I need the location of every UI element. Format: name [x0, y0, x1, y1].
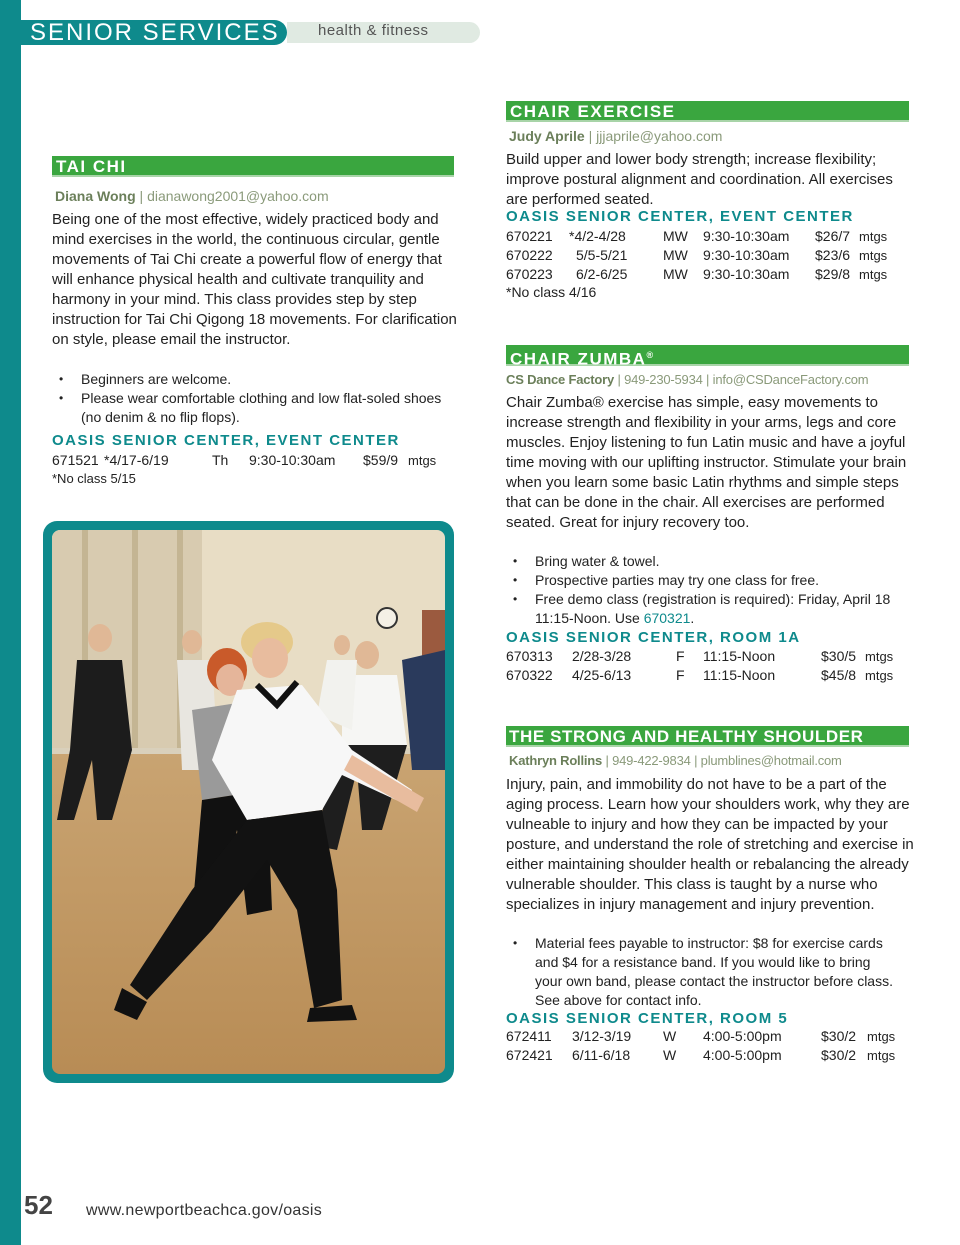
- section-subtitle: health & fitness: [318, 22, 429, 39]
- class-dates: 4/25-6/13: [572, 667, 632, 683]
- class-days: MW: [663, 266, 688, 282]
- schedule-row: [506, 1027, 906, 1046]
- schedule-row: [506, 246, 906, 265]
- demo-class-code[interactable]: 670321: [643, 610, 691, 626]
- chair-zumba-bullets: [506, 552, 916, 628]
- list-item: • Please wear comfortable clothing and low flat-soled shoes (no denim & no flip flops).: [52, 389, 457, 427]
- class-code: 671521: [52, 452, 99, 468]
- list-item: • Prospective parties may try one class for free.: [506, 571, 916, 590]
- chair-zumba-title-text: CHAIR ZUMBA: [510, 349, 647, 369]
- class-fee: $30/2: [821, 1028, 857, 1044]
- class-time: 9:30-10:30am: [249, 452, 336, 468]
- class-days: W: [663, 1047, 677, 1063]
- instructor-phone: 949-422-9834: [612, 753, 691, 768]
- class-dates: 6/11-6/18: [572, 1047, 631, 1063]
- tai-chi-instructor: [55, 188, 329, 204]
- chair-zumba-description: Chair Zumba® exercise has simple, easy movements to increase strength and flexibility in your arms, legs and core muscles. Enjoy listening to fun Latin music and have a joyful time moving with our uplifting instructor. Stimulate your brain when you learn some basic Latin rhythms and simple steps that can be done in the chair. All exercises are performed seated. Great for injury recovery too.: [506, 394, 907, 531]
- class-dates: 5/5-5/21: [576, 247, 628, 263]
- class-fee: $59/9: [363, 452, 399, 468]
- tai-chi-class-photo: [52, 530, 445, 1074]
- shoulder-bullets: [506, 934, 898, 1010]
- class-unit: mtgs: [859, 229, 888, 244]
- instructor-phone: 949-230-5934: [624, 372, 703, 387]
- tai-chi-note: *No class 5/15: [52, 471, 136, 486]
- class-unit: mtgs: [865, 649, 894, 664]
- separator: |: [135, 188, 148, 204]
- tai-chi-bullets: [52, 370, 457, 427]
- schedule-row: [506, 1046, 906, 1065]
- class-fee: $29/8: [815, 266, 851, 282]
- instructor-email[interactable]: jjjaprile@yahoo.com: [596, 128, 723, 144]
- class-dates: *4/2-4/28: [569, 228, 626, 244]
- chair-exercise-title: CHAIR EXERCISE: [510, 102, 676, 121]
- schedule-row: [506, 265, 906, 284]
- class-dates: 3/12-3/19: [572, 1028, 632, 1044]
- tai-chi-description: Being one of the most effective, widely practiced body and mind exercises in the world, the continuous circular, gentle movements of Tai Chi create a powerful flow of energy that will enhance physical health and cultivate tranquility and harmony in your mind. This class provides step by step instruction for Tai Chi Qigong 18 movements. For clarification on style, please email the instructor.: [52, 211, 457, 348]
- separator: |: [614, 372, 625, 387]
- chair-exercise-location: OASIS SENIOR CENTER, EVENT CENTER: [506, 208, 854, 225]
- side-accent-bar: [0, 0, 21, 1245]
- class-fee: $30/5: [821, 648, 857, 664]
- class-code: 670221: [506, 228, 553, 244]
- demo-end: .: [690, 610, 695, 626]
- class-code: 670322: [506, 667, 553, 683]
- class-time: 9:30-10:30am: [703, 228, 790, 244]
- class-days: Th: [212, 452, 229, 468]
- chair-zumba-instructor: [506, 372, 868, 387]
- footer-url[interactable]: www.newportbeachca.gov/oasis: [86, 1202, 323, 1219]
- class-fee: $26/7: [815, 228, 851, 244]
- class-days: W: [663, 1028, 677, 1044]
- class-code: 670313: [506, 648, 553, 664]
- class-days: MW: [663, 247, 688, 263]
- demo-text: Free demo class (registration is required): Friday, April 18 11:15-Noon. Use: [535, 591, 891, 626]
- class-time: 9:30-10:30am: [703, 247, 790, 263]
- shoulder-title: THE STRONG AND HEALTHY SHOULDER: [509, 727, 864, 746]
- chair-exercise-instructor: [509, 128, 722, 144]
- list-item: • Bring water & towel.: [506, 552, 916, 571]
- instructor-email[interactable]: info@CSDanceFactory.com: [712, 372, 869, 387]
- list-item: • Beginners are welcome.: [52, 370, 457, 389]
- registered-mark: ®: [646, 350, 655, 360]
- class-unit: mtgs: [867, 1029, 896, 1044]
- separator: |: [690, 753, 701, 768]
- class-dates: 6/2-6/25: [576, 266, 628, 282]
- class-days: MW: [663, 228, 688, 244]
- class-unit: mtgs: [867, 1048, 896, 1063]
- class-code: 670222: [506, 247, 553, 263]
- page-number: 52: [24, 1190, 53, 1220]
- shoulder-schedule: [506, 1027, 906, 1065]
- instructor-email[interactable]: plumblines@hotmail.com: [700, 753, 842, 768]
- schedule-row: [506, 666, 906, 685]
- instructor-name: Kathryn Rollins: [509, 753, 603, 768]
- section-title: SENIOR SERVICES: [30, 19, 280, 46]
- tai-chi-schedule: [52, 451, 452, 470]
- class-fee: $30/2: [821, 1047, 857, 1063]
- shoulder-instructor: [509, 753, 842, 768]
- separator: |: [584, 128, 597, 144]
- schedule-row: [506, 647, 906, 666]
- class-unit: mtgs: [859, 267, 888, 282]
- instructor-name: CS Dance Factory: [506, 372, 615, 387]
- chair-zumba-title: [510, 345, 655, 370]
- chair-zumba-location: OASIS SENIOR CENTER, ROOM 1A: [506, 629, 801, 646]
- class-fee: $45/8: [821, 667, 857, 683]
- class-dates: *4/17-6/19: [104, 452, 169, 468]
- class-unit: mtgs: [865, 668, 894, 683]
- class-days: F: [676, 648, 685, 664]
- chair-exercise-schedule: [506, 227, 906, 284]
- tai-chi-title: TAI CHI: [56, 157, 127, 176]
- instructor-email[interactable]: dianawong2001@yahoo.com: [147, 188, 329, 204]
- class-days: F: [676, 667, 685, 683]
- class-unit: mtgs: [859, 248, 888, 263]
- instructor-name: Diana Wong: [55, 188, 136, 204]
- instructor-name: Judy Aprile: [509, 128, 585, 144]
- chair-zumba-schedule: [506, 647, 906, 685]
- photo-illustration: [52, 530, 445, 1074]
- class-code: 670223: [506, 266, 553, 282]
- chair-exercise-description: Build upper and lower body strength; increase flexibility; improve postural alignment and coordination. All exercises are performed seated.: [506, 151, 893, 208]
- list-item: [506, 590, 916, 628]
- class-time: 11:15-Noon: [703, 648, 776, 664]
- separator: |: [602, 753, 613, 768]
- class-time: 9:30-10:30am: [703, 266, 790, 282]
- separator: |: [702, 372, 713, 387]
- class-code: 672411: [506, 1028, 552, 1044]
- class-fee: $23/6: [815, 247, 851, 263]
- tai-chi-location: OASIS SENIOR CENTER, EVENT CENTER: [52, 432, 400, 449]
- schedule-row: [52, 451, 452, 470]
- shoulder-description: Injury, pain, and immobility do not have to be a part of the aging process. Learn how your shoulders work, why they are vulneable to injury and how they can be impacted by your posture, and understand the role of stretching and exercise in either maintaining shoulder health or rebalancing the already vulnerable shoulder. This class is taught by a nurse who specializes in injury management and injury prevention.: [506, 776, 914, 913]
- list-item: • Material fees payable to instructor: $8 for exercise cards and $4 for a resistance band. If you would like to bring your own band, please contact the instructor before class. See above for contact info.: [506, 934, 898, 1010]
- class-unit: mtgs: [408, 453, 437, 468]
- class-time: 4:00-5:00pm: [703, 1028, 782, 1044]
- class-dates: 2/28-3/28: [572, 648, 632, 664]
- schedule-row: [506, 227, 906, 246]
- class-time: 11:15-Noon: [703, 667, 776, 683]
- chair-exercise-note: *No class 4/16: [506, 284, 597, 300]
- class-code: 672421: [506, 1047, 553, 1063]
- class-time: 4:00-5:00pm: [703, 1047, 782, 1063]
- shoulder-location: OASIS SENIOR CENTER, ROOM 5: [506, 1010, 789, 1027]
